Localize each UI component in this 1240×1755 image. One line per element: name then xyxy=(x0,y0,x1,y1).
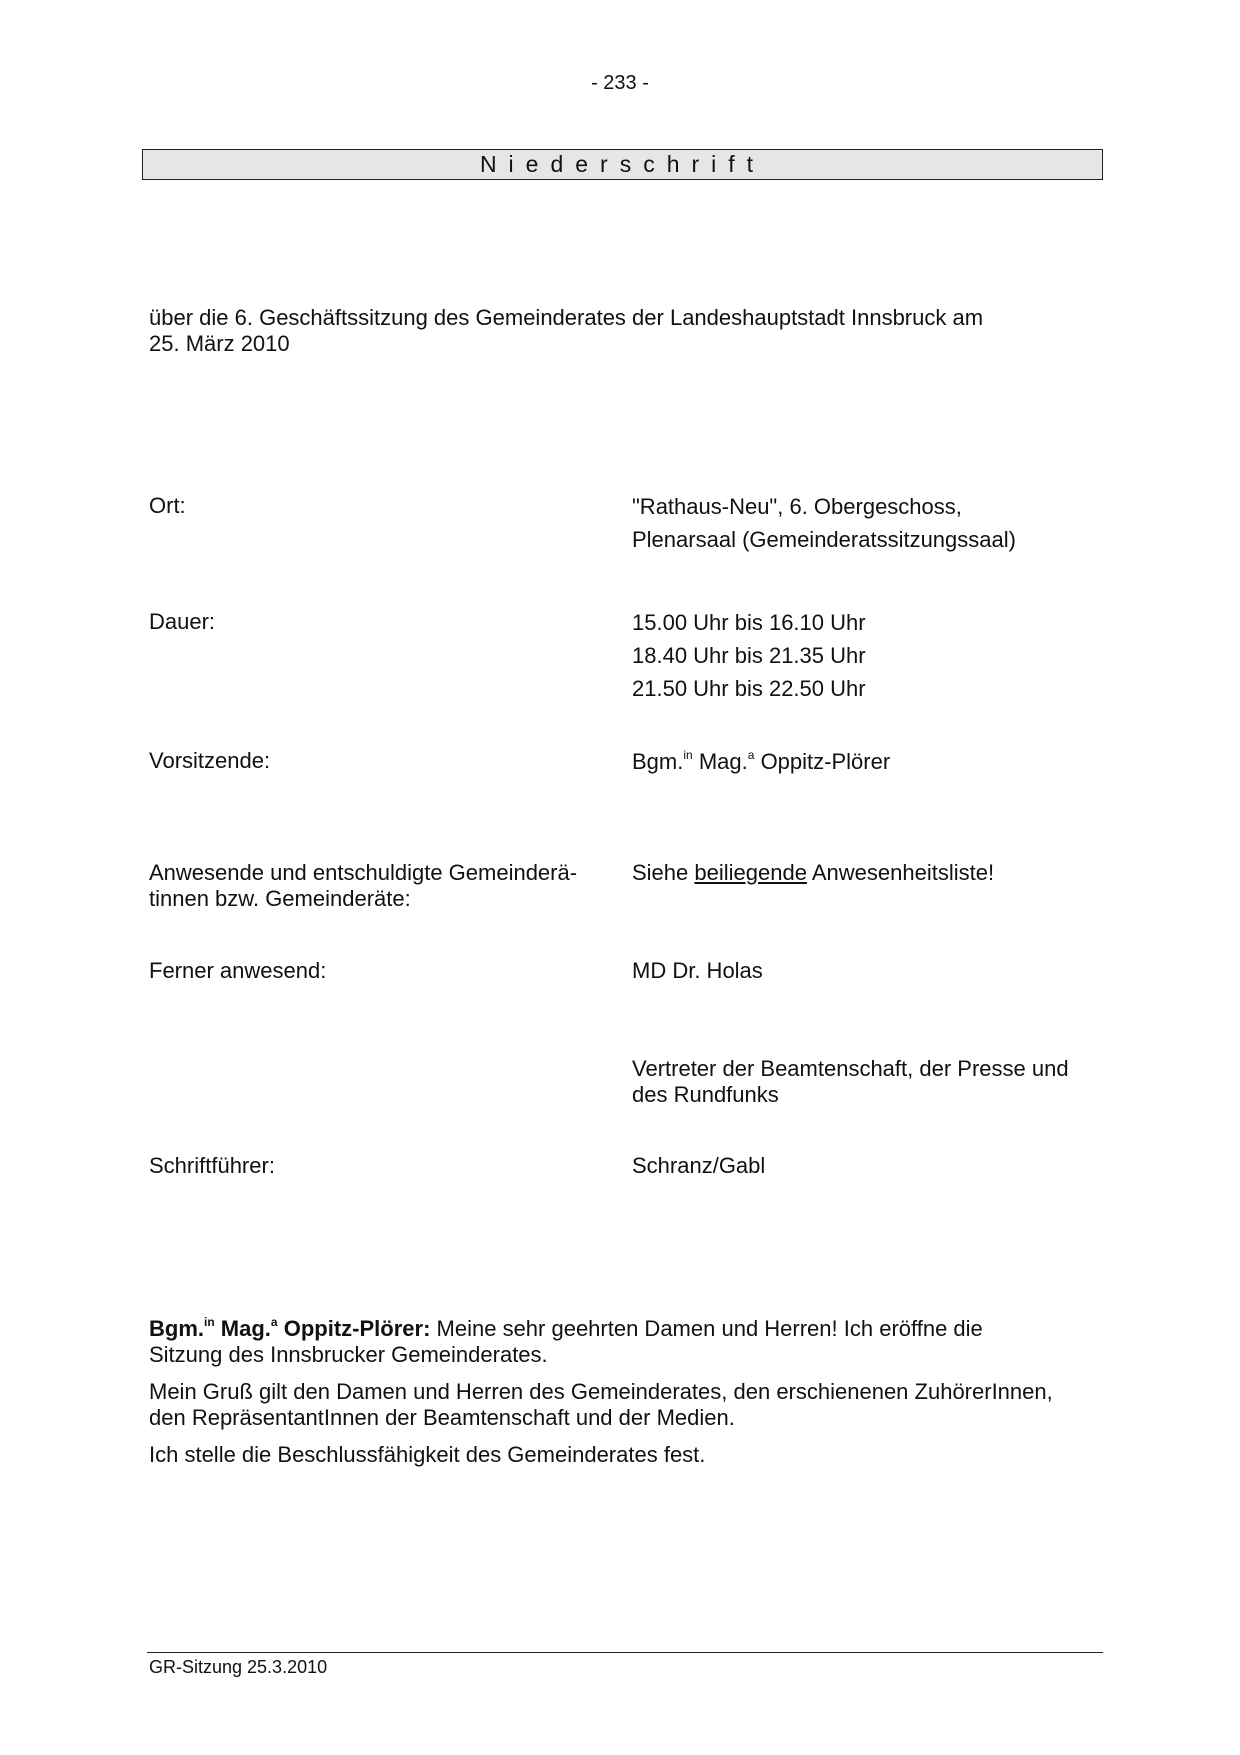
anwesende-label-line-2: tinnen bzw. Gemeinderäte: xyxy=(149,886,411,911)
dauer-label: Dauer: xyxy=(149,609,216,634)
anwesende-label xyxy=(149,860,609,912)
dauer-line-2: 18.40 Uhr bis 21.35 Uhr xyxy=(632,643,866,668)
vorsitzende-title-2-sup: a xyxy=(747,747,755,762)
ferner-value-2-line-1: Vertreter der Beamtenschaft, der Presse und xyxy=(632,1056,1069,1081)
speech-paragraph-1 xyxy=(149,1316,1109,1368)
speech-p2-line-2: den RepräsentantInnen der Beamtenschaft und der Medien. xyxy=(149,1405,735,1430)
page-number: - 233 - xyxy=(591,72,649,94)
meeting-subtitle xyxy=(149,305,1089,357)
ort-label: Ort: xyxy=(149,493,186,518)
speech-paragraph-2 xyxy=(149,1379,1109,1431)
speech-p1-line-1-rest: Meine sehr geehrten Damen und Herren! Ich eröffne die xyxy=(436,1316,983,1341)
vorsitzende-title-1-sup: in xyxy=(683,747,693,762)
speaker-surname: Oppitz-Plörer: xyxy=(283,1316,431,1341)
vorsitzende-label: Vorsitzende: xyxy=(149,748,271,773)
subtitle-line-2: 25. März 2010 xyxy=(149,331,290,356)
anwesende-value xyxy=(632,860,1112,886)
schriftfuehrer-value: Schranz/Gabl xyxy=(632,1153,766,1178)
ferner-label: Ferner anwesend: xyxy=(149,958,327,983)
anwesende-value-post: Anwesenheitsliste! xyxy=(811,860,995,885)
speaker-title-1-sup: in xyxy=(204,1314,215,1329)
speech-paragraph-3: Ich stelle die Beschlussfähigkeit des Gemeinderates fest. xyxy=(149,1442,706,1467)
ferner-value-1: MD Dr. Holas xyxy=(632,958,763,983)
dauer-value xyxy=(632,606,1112,705)
speaker-name xyxy=(149,1316,430,1341)
subtitle-line-1: über die 6. Geschäftssitzung des Gemeinderates der Landeshauptstadt Innsbruck am xyxy=(149,305,984,330)
vorsitzende-name: Oppitz-Plörer xyxy=(760,749,891,774)
document-title: Niederschrift xyxy=(142,149,1103,180)
ort-value xyxy=(632,490,1112,556)
ort-line-1: "Rathaus-Neu", 6. Obergeschoss, xyxy=(632,494,962,519)
vorsitzende-title-2: Mag. xyxy=(698,749,748,774)
ferner-value-2 xyxy=(632,1056,1112,1108)
speaker-title-2: Mag. xyxy=(220,1316,271,1341)
speaker-title-1: Bgm. xyxy=(149,1316,204,1341)
anwesende-value-pre: Siehe xyxy=(632,860,689,885)
dauer-line-3: 21.50 Uhr bis 22.50 Uhr xyxy=(632,676,866,701)
anwesende-label-line-1: Anwesende und entschuldigte Gemeinderä- xyxy=(149,860,578,885)
speech-p2-line-1: Mein Gruß gilt den Damen und Herren des Gemeinderates, den erschienenen ZuhörerInnen, xyxy=(149,1379,1053,1404)
footer-divider xyxy=(147,1652,1103,1653)
schriftfuehrer-label: Schriftführer: xyxy=(149,1153,275,1178)
vorsitzende-value xyxy=(632,745,1112,778)
vorsitzende-title-1: Bgm. xyxy=(632,749,684,774)
opening-speech xyxy=(149,1316,1109,1479)
footer-text: GR-Sitzung 25.3.2010 xyxy=(149,1657,328,1677)
anwesende-value-link: beiliegende xyxy=(694,860,807,885)
dauer-line-1: 15.00 Uhr bis 16.10 Uhr xyxy=(632,610,866,635)
ort-line-2: Plenarsaal (Gemeinderatssitzungssaal) xyxy=(632,527,1016,552)
speech-p1-line-2: Sitzung des Innsbrucker Gemeinderates. xyxy=(149,1342,548,1367)
speaker-title-2-sup: a xyxy=(270,1314,278,1329)
ferner-value-2-line-2: des Rundfunks xyxy=(632,1082,779,1107)
